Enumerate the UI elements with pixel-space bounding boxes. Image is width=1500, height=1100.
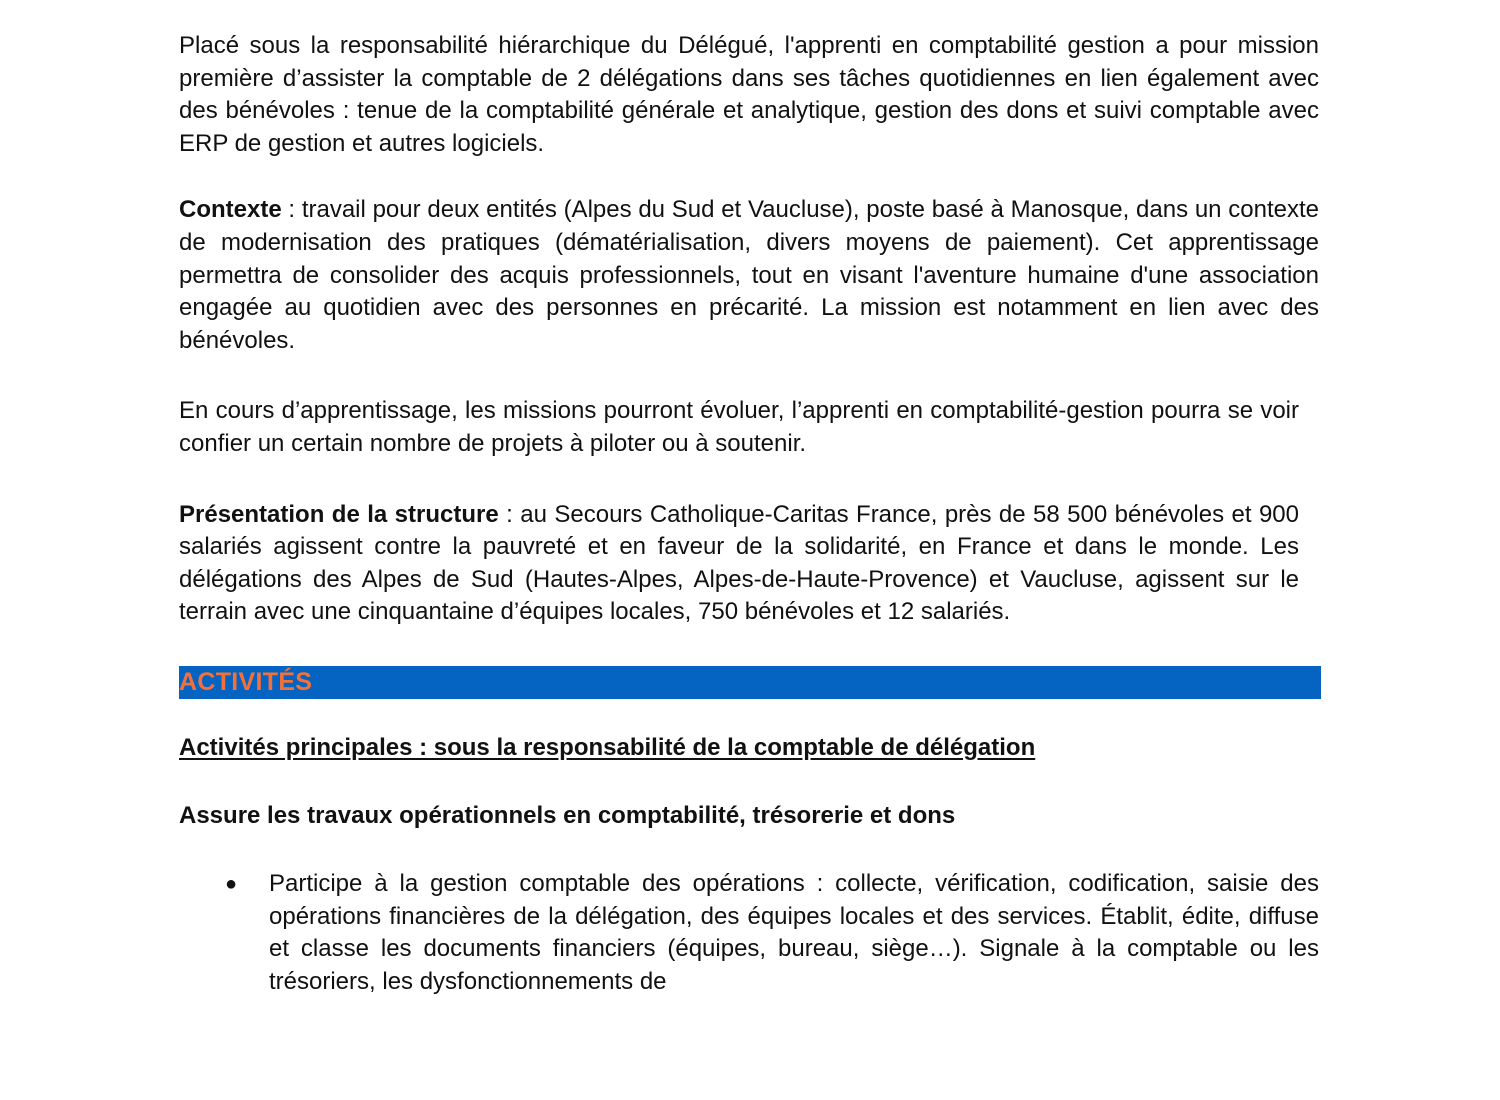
main-activities-heading: Activités principales : sous la responsabilité de la comptable de délégation	[179, 733, 1036, 761]
spacer	[179, 764, 1319, 800]
bullet-icon: ●	[225, 872, 238, 895]
context-text: : travail pour deux entités (Alpes du Sud et Vaucluse), poste basé à Manosque, dans un contexte de modernisation des pratiques (dématérialisation, divers moyens de paiement). Cet apprentissage permettra de consolider des acquis professionnels, tout en visant l'aventure humaine d'une association engagée au quotidien avec des personnes en précarité. La mission est notamment en lien avec des bénévoles.	[179, 196, 1319, 354]
evolution-paragraph: En cours d’apprentissage, les missions pourront évoluer, l’apprenti en comptabilité-gestion pourra se voir confier un certain nombre de projets à piloter ou à soutenir.	[179, 397, 1299, 457]
list-item	[179, 868, 1319, 998]
spacer	[179, 832, 1319, 868]
document-page	[179, 30, 1319, 998]
structure-text: : au Secours Catholique-Caritas France, près de 58 500 bénévoles et 900 salariés agissent contre la pauvreté et en faveur de la solidarité, en France et dans le monde. Les délégations des Alpes de Sud (Hautes-Alpes, Alpes-de-Haute-Provence) et Vaucluse, agissent sur le terrain avec une cinquantaine d’équipes locales, 750 bénévoles et 12 salariés.	[179, 500, 1299, 626]
intro-paragraph: Placé sous la responsabilité hiérarchique du Délégué, l'apprenti en comptabilité gestion a pour mission première d’assister la comptable de 2 délégations dans ses tâches quotidiennes en lien également avec des bénévoles : tenue de la comptabilité générale et analytique, gestion des dons et suivi comptable avec ERP de gestion et autres logiciels.	[179, 32, 1319, 157]
activities-section-banner	[179, 666, 1321, 699]
activities-section-title: ACTIVITÉS	[179, 667, 313, 696]
structure-paragraph	[179, 499, 1299, 629]
spacer	[179, 160, 1319, 194]
context-paragraph	[179, 194, 1319, 357]
context-label: Contexte	[179, 196, 282, 224]
activities-bullet-list	[179, 868, 1319, 998]
operational-work-heading: Assure les travaux opérationnels en comptabilité, trésorerie et dons	[179, 801, 956, 829]
structure-label: Présentation de la structure	[179, 500, 499, 528]
bullet-text: Participe à la gestion comptable des opérations : collecte, vérification, codification, saisie des opérations financières de la délégation, des équipes locales et des services. Établit, édite, diffuse et classe les documents financiers (équipes, bureau, siège…). Signale à la comptable ou les trésoriers, les dysfonctionnements de	[269, 869, 1319, 995]
spacer	[179, 357, 1319, 395]
spacer	[179, 461, 1319, 499]
spacer	[179, 699, 1319, 732]
